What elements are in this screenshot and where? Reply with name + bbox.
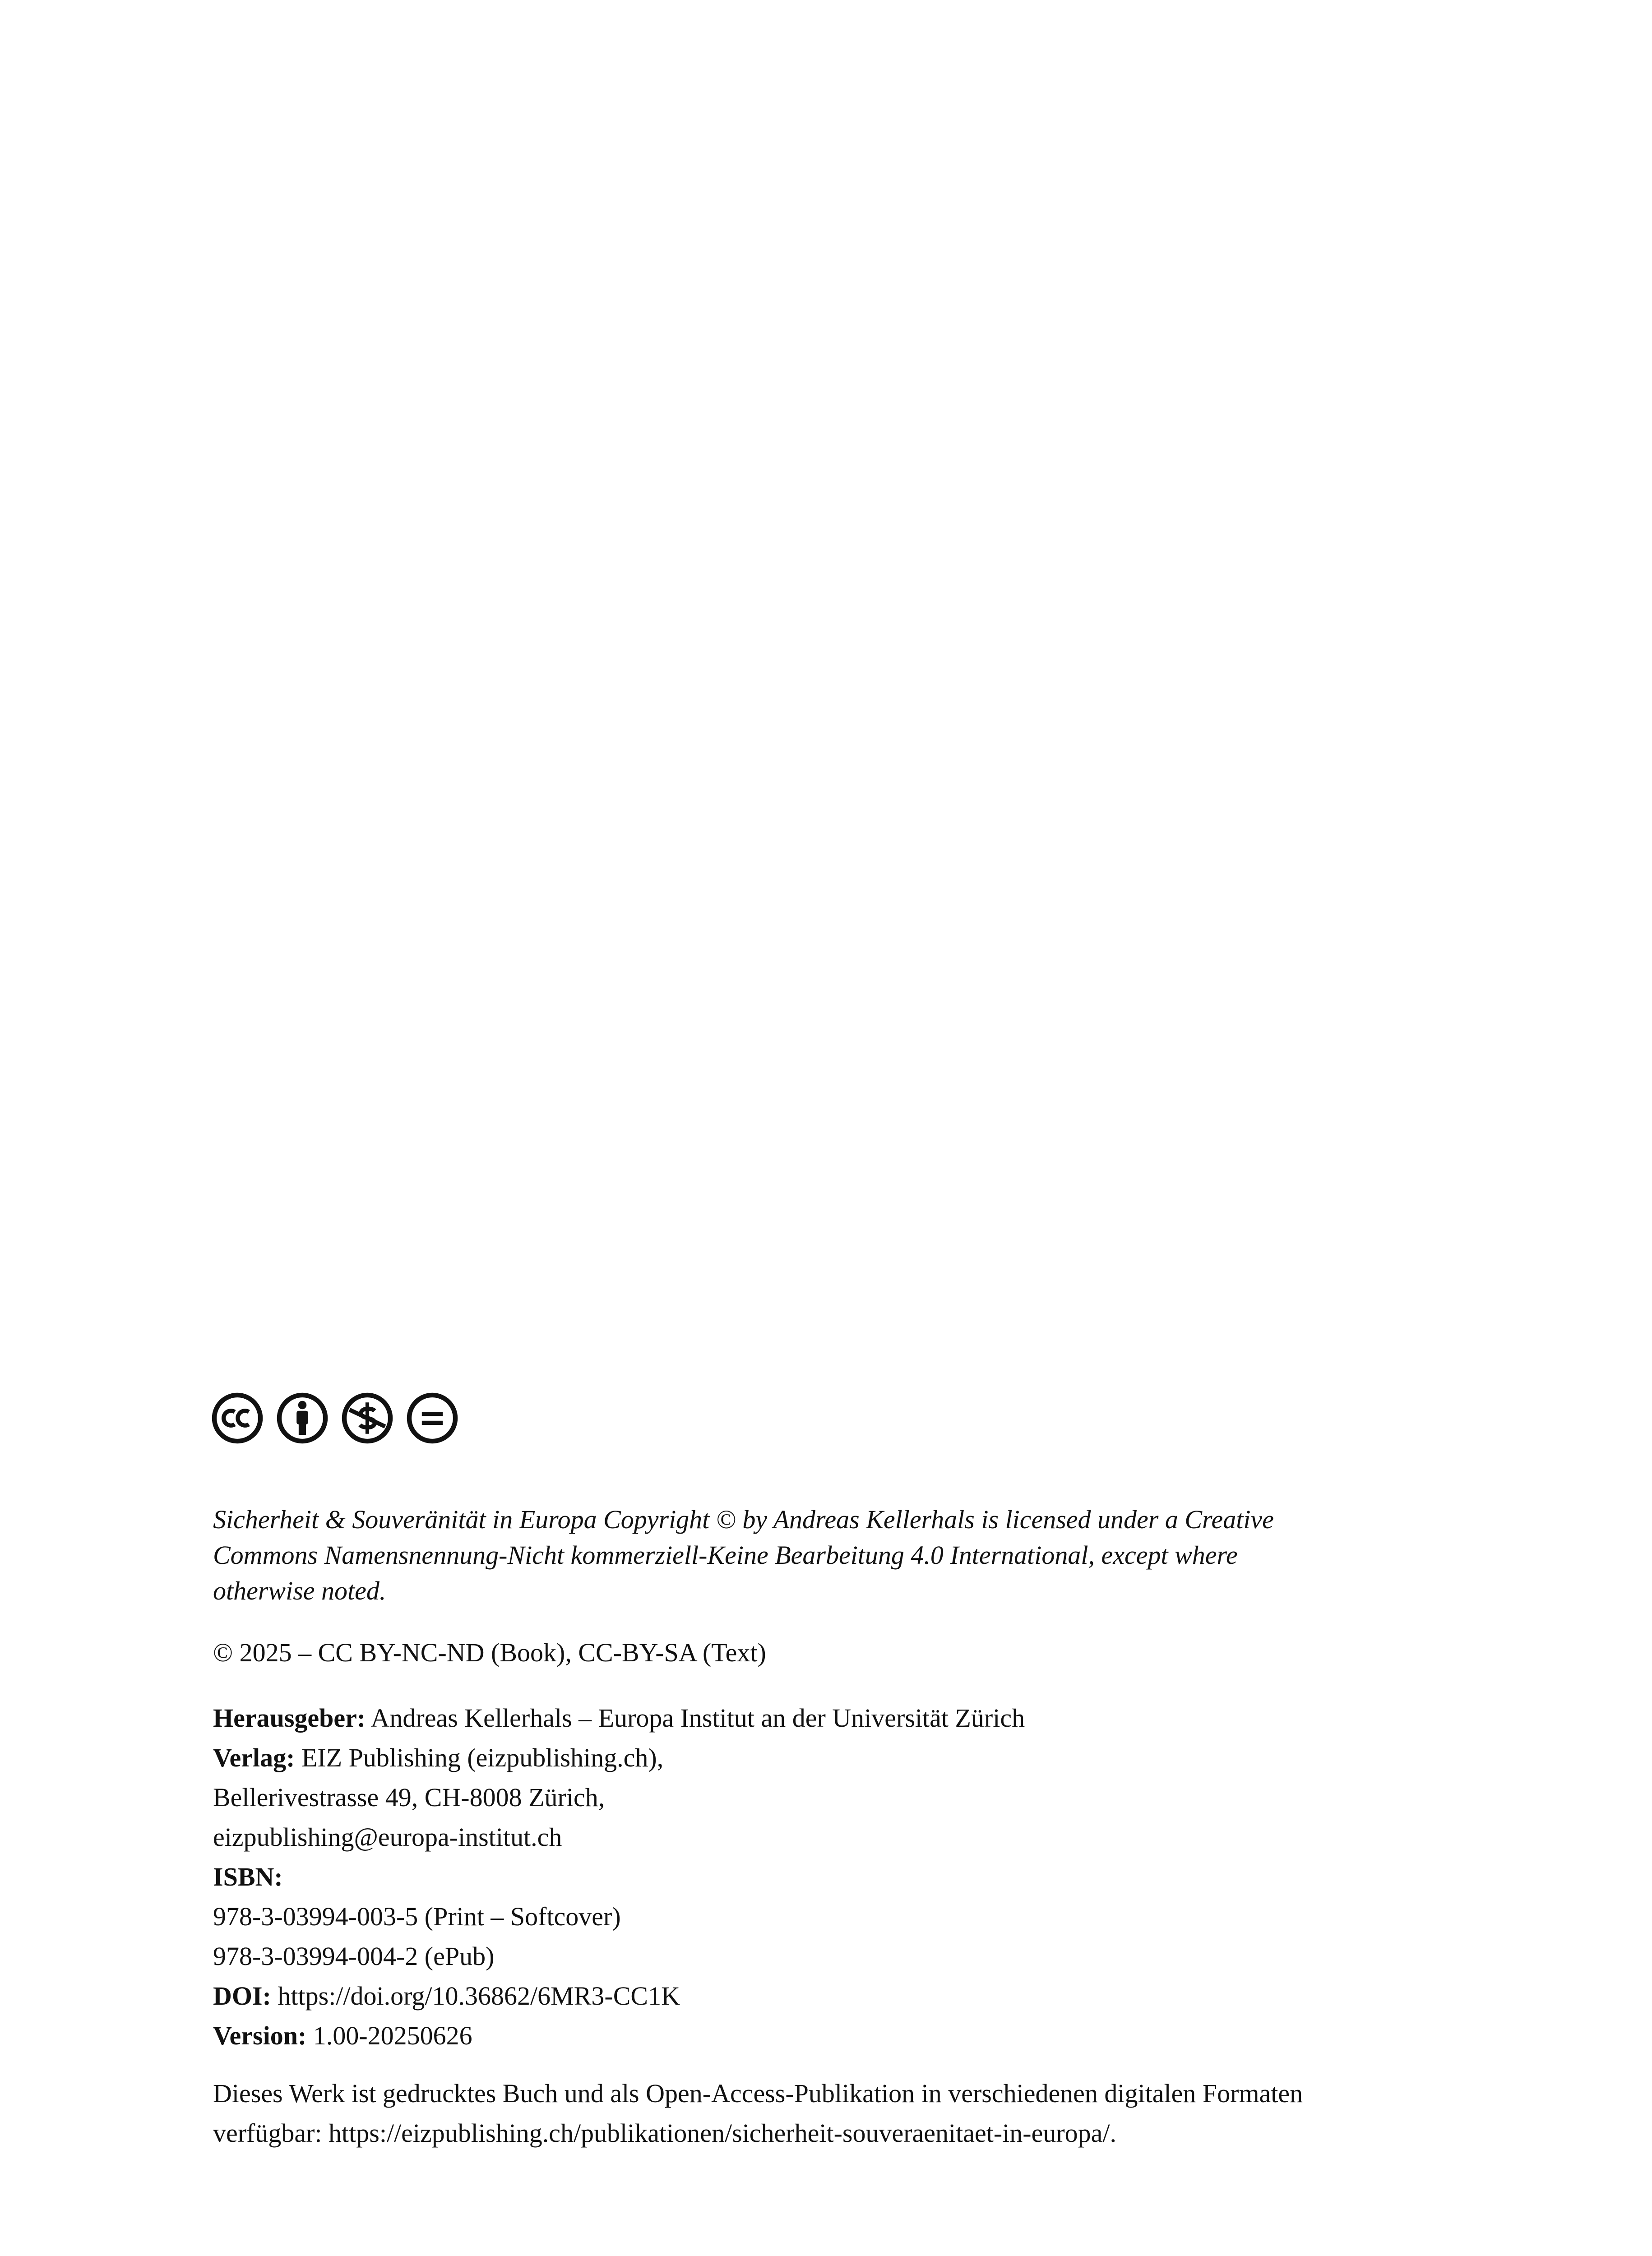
imprint-content (213, 1502, 1458, 2153)
nd-noderivatives-icon (406, 1392, 458, 1444)
version-line (213, 2016, 1458, 2056)
publisher-label: Verlag: (213, 1743, 295, 1772)
isbn-label: ISBN: (213, 1862, 283, 1891)
cc-icon (211, 1392, 264, 1444)
availability-note (213, 2074, 1458, 2153)
doi-line (213, 1976, 1458, 2016)
availability-line-1: Dieses Werk ist gedrucktes Buch und als Open-Access-Publikation in verschiedenen digitalen Formaten (213, 2079, 1303, 2108)
publisher-line (213, 1738, 1458, 1778)
editor-label: Herausgeber: (213, 1703, 366, 1733)
availability-line-2: verfügbar: https://eizpublishing.ch/publikationen/sicherheit-souveraenitaet-in-europa/. (213, 2118, 1116, 2148)
editor-line (213, 1698, 1458, 1738)
isbn-print: 978-3-03994-003-5 (Print – Softcover) (213, 1902, 621, 1931)
isbn-line (213, 1857, 1458, 1897)
publisher-address: Bellerivestrasse 49, CH-8008 Zürich, (213, 1783, 605, 1812)
license-badges (211, 1392, 458, 1444)
license-statement (213, 1502, 1458, 1609)
doi-label: DOI: (213, 1981, 271, 2011)
isbn-epub: 978-3-03994-004-2 (ePub) (213, 1942, 495, 1971)
imprint-details (213, 1698, 1458, 2056)
nc-noncommercial-icon (341, 1392, 393, 1444)
license-line-2: Commons Namensnennung-Nicht kommerziell-Keine Bearbeitung 4.0 International, except where (213, 1540, 1238, 1570)
copyright-line: © 2025 – CC BY-NC-ND (Book), CC-BY-SA (Text) (213, 1638, 766, 1667)
doi-value: https://doi.org/10.36862/6MR3-CC1K (271, 1981, 680, 2011)
publisher-email: eizpublishing@europa-institut.ch (213, 1822, 562, 1852)
by-attribution-icon (276, 1392, 329, 1444)
publisher-value: EIZ Publishing (eizpublishing.ch), (295, 1743, 664, 1772)
version-label: Version: (213, 2021, 307, 2050)
license-line-1: Sicherheit & Souveränität in Europa Copyright © by Andreas Kellerhals is licensed under a Creative (213, 1505, 1274, 1534)
license-line-3: otherwise noted. (213, 1576, 386, 1605)
editor-value: Andreas Kellerhals – Europa Institut an der Universität Zürich (366, 1703, 1025, 1733)
version-value: 1.00-20250626 (306, 2021, 472, 2050)
